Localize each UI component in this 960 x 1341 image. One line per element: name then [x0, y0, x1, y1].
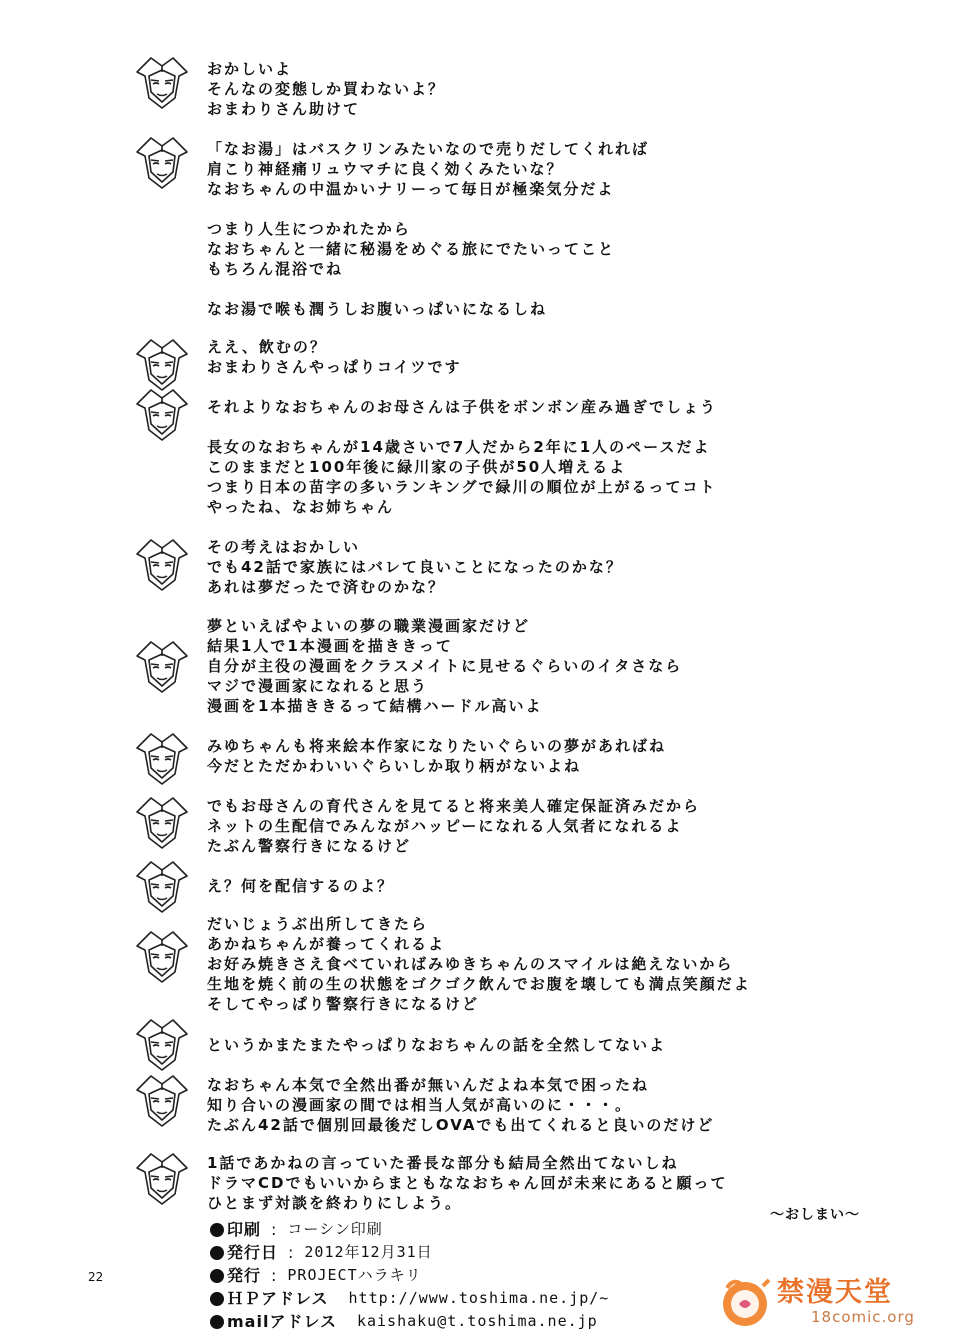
- speaker-avatar-icon: [133, 1016, 191, 1072]
- colophon-row-date: 発行日 : 2012年12月31日: [210, 1241, 730, 1264]
- dialog-block: おかしいよ そんなの変態しか買わないよ？ おまわりさん助けて: [207, 60, 446, 118]
- watermark-url: 18comic.org: [811, 1308, 915, 1326]
- colophon-row-printer: 印刷 : コーシン印刷: [210, 1218, 730, 1241]
- speaker-avatar-icon: [133, 794, 191, 850]
- dialog-block: でもお母さんの育代さんを見てると将来美人確定保証済みだから ネットの生配信でみんながハッピーになれる人気者になれるよ たぶん警察行きになるけど: [207, 797, 701, 855]
- colophon-label: mailアドレス: [227, 1312, 337, 1331]
- colophon-value: コーシン印刷: [287, 1220, 383, 1238]
- dialog-block: というかまたまたやっぱりなおちゃんの話を全然してないよ: [207, 1036, 667, 1054]
- dialog-block: なおちゃん本気で全然出番が無いんだよね本気で困ったね 知り合いの漫画家の間では相当人気が高いのに・・・。 たぶん42話で個別回最後だしOVAでも出てくれると良いのだけど: [207, 1076, 715, 1134]
- speaker-avatar-icon: [133, 1072, 191, 1128]
- watermark-title: 禁漫天堂: [777, 1277, 893, 1308]
- dialog-block: 「なお湯」はバスクリンみたいなので売りだしてくれれば 肩こり神経痛リュウマチに良く効くみたいな？ なおちゃんの中温かいナリーって毎日が極楽気分だよ つまり人生につかれたから なおちゃんと一緒に秘湯をめぐる旅にでたいってこと もちろん混浴でね なお湯で喉も潤うしお腹いっぱいになるしね: [207, 140, 650, 318]
- colophon-label: 発行: [227, 1266, 262, 1285]
- dialog-block: 1話であかねの言っていた番長な部分も結局全然出てないしね ドラマCDでもいいからまともななおちゃん回が未来にあると願って ひとまず対談を終わりにしよう。: [207, 1154, 728, 1212]
- speaker-avatar-icon: [133, 54, 191, 110]
- colophon-row-homepage: [210, 1287, 730, 1310]
- dialog-block: その考えはおかしい でも42話で家族にはバレて良いことになったのかな？ あれは夢だったで済むのかな？: [207, 538, 623, 596]
- colophon-row-publisher: 発行 : PROJECTハラキリ: [210, 1264, 730, 1287]
- colophon-label: 発行日: [227, 1243, 279, 1262]
- colophon-label: ＨＰアドレス: [227, 1289, 329, 1308]
- colophon-value: http://www.toshima.ne.jp/~: [348, 1289, 610, 1307]
- speaker-avatar-icon: [133, 386, 191, 442]
- site-watermark: [715, 1268, 930, 1336]
- dialog-block: 夢といえばやよいの夢の職業漫画家だけど 結果1人で1本漫画を描ききって 自分が主役の漫画をクラスメイトに見せるぐらいのイタさなら マジで漫画家になれると思う 漫画を1本描ききるって結構ハードル高いよ: [207, 617, 683, 715]
- colophon-value: PROJECTハラキリ: [287, 1266, 422, 1284]
- speaker-avatar-icon: [133, 638, 191, 694]
- watermark-logo-icon: [717, 1274, 775, 1330]
- end-mark: 〜おしまい〜: [770, 1207, 860, 1223]
- bullet-icon: [210, 1315, 224, 1329]
- dialog-block: ええ、飲むの？ おまわりさんやっぱりコイツです: [207, 338, 462, 376]
- dialog-block: それよりなおちゃんのお母さんは子供をボンボン産み過ぎでしょう 長女のなおちゃんが14歳さいで7人だから2年に1人のペースだよ このままだと100年後に緑川家の子供が50人増えるよ つまり日本の苗字の多いランキングで緑川の順位が上がるってコト やったね、なお姉ちゃん: [207, 398, 718, 516]
- colophon: [210, 1218, 730, 1333]
- colophon-value: kaishaku@t.toshima.ne.jp: [356, 1312, 598, 1330]
- speaker-avatar-icon: [133, 134, 191, 190]
- dialog-block: だいじょうぶ出所してきたら あかねちゃんが養ってくれるよ お好み焼きさえ食べていればみゆきちゃんのスマイルは絶えないから 生地を焼く前の生の状態をゴクゴク飲んでお腹を壊しても満点笑顔だよ そしてやっぱり警察行きになるけど: [207, 915, 751, 1013]
- colophon-label: 印刷: [227, 1220, 262, 1239]
- colophon-value: 2012年12月31日: [304, 1243, 433, 1261]
- bullet-icon: [210, 1223, 224, 1237]
- colophon-row-mail: [210, 1310, 730, 1333]
- speaker-avatar-icon: [133, 336, 191, 392]
- speaker-avatar-icon: [133, 730, 191, 786]
- dialog-block: みゆちゃんも将来絵本作家になりたいぐらいの夢があればね 今だとただかわいいぐらいしか取り柄がないよね: [207, 737, 667, 775]
- bullet-icon: [210, 1269, 224, 1283]
- speaker-avatar-icon: [133, 536, 191, 592]
- bullet-icon: [210, 1246, 224, 1260]
- bullet-icon: [210, 1292, 224, 1306]
- page-number: 22: [88, 1270, 104, 1284]
- speaker-avatar-icon: [133, 858, 191, 914]
- speaker-avatar-icon: [133, 928, 191, 984]
- dialog-block: え？何を配信するのよ？: [207, 877, 395, 895]
- speaker-avatar-icon: [133, 1150, 191, 1206]
